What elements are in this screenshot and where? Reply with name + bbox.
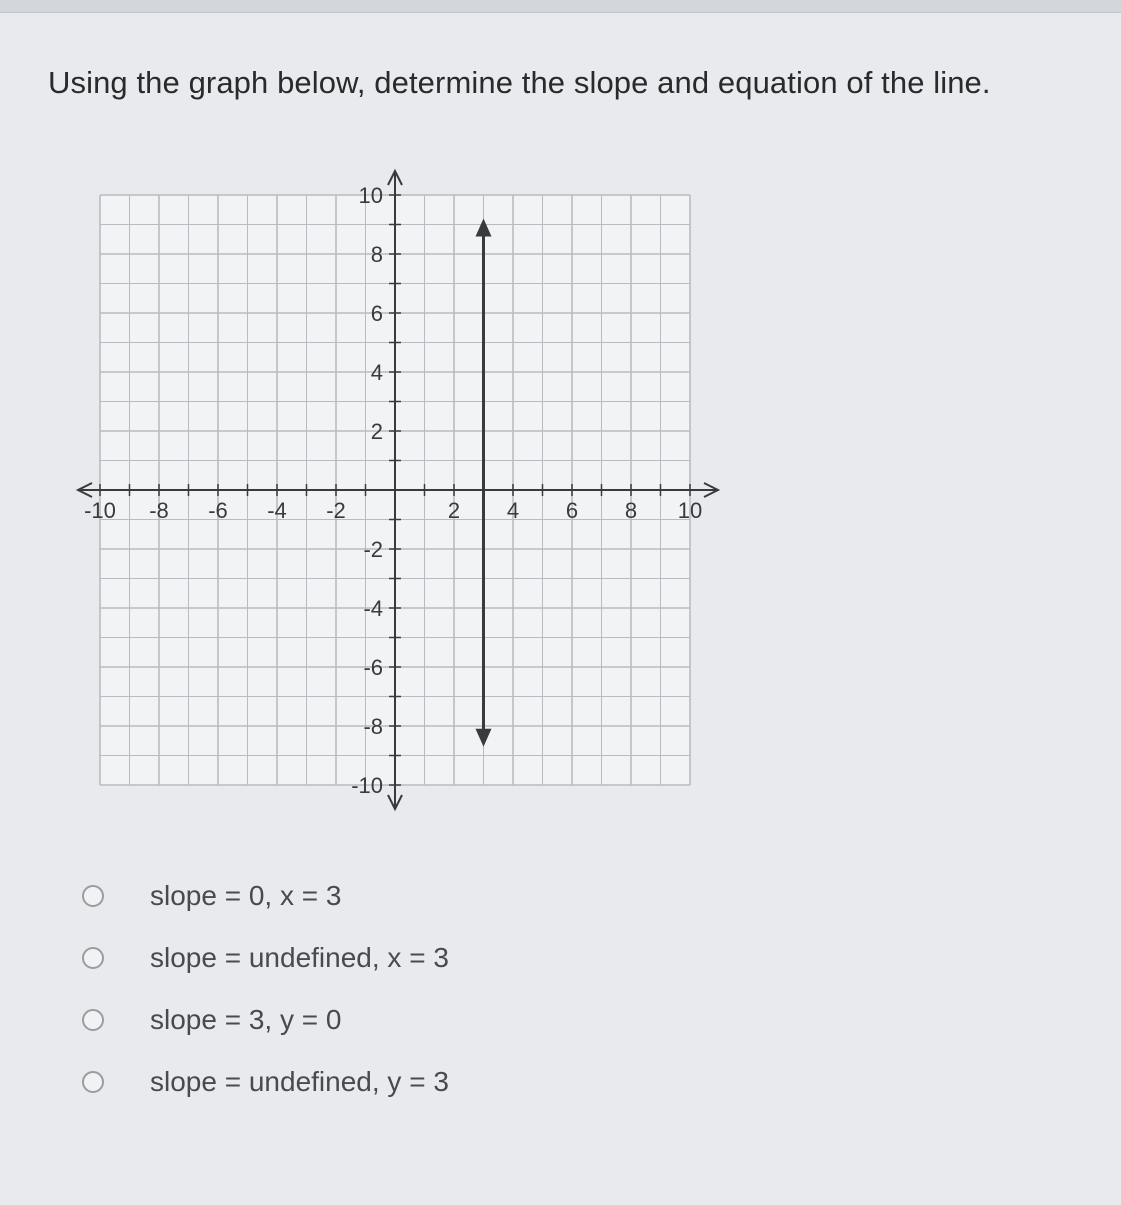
y-tick-label: -10 bbox=[351, 773, 383, 798]
choice-4[interactable] bbox=[82, 1051, 782, 1113]
graph-svg bbox=[60, 153, 740, 833]
choice-3[interactable] bbox=[82, 989, 782, 1051]
x-tick-label: -8 bbox=[149, 498, 169, 523]
radio-button[interactable] bbox=[82, 947, 104, 969]
top-strip bbox=[0, 0, 1121, 13]
radio-button[interactable] bbox=[82, 1009, 104, 1031]
choice-1[interactable] bbox=[82, 865, 782, 927]
y-tick-label: -6 bbox=[363, 655, 383, 680]
x-tick-label: -10 bbox=[84, 498, 116, 523]
y-tick-label: 2 bbox=[370, 419, 383, 444]
x-tick-label: 6 bbox=[565, 498, 579, 523]
x-tick-label: 2 bbox=[447, 498, 461, 523]
radio-button[interactable] bbox=[82, 885, 104, 907]
y-tick-label: -4 bbox=[363, 596, 383, 621]
x-tick-label: 10 bbox=[677, 498, 703, 523]
coordinate-graph bbox=[60, 153, 740, 833]
choice-label: slope = undefined, y = 3 bbox=[150, 1066, 449, 1097]
choice-2[interactable] bbox=[82, 927, 782, 989]
x-tick-label: -2 bbox=[326, 498, 346, 523]
y-tick-label: 10 bbox=[358, 183, 383, 208]
choice-label: slope = 3, y = 0 bbox=[150, 1004, 342, 1035]
x-tick-label: -4 bbox=[267, 498, 287, 523]
y-tick-label: 6 bbox=[370, 301, 383, 326]
choice-label: slope = 0, x = 3 bbox=[150, 880, 342, 911]
radio-button[interactable] bbox=[82, 1071, 104, 1093]
question-card bbox=[0, 13, 1121, 1205]
y-tick-label: -2 bbox=[363, 537, 383, 562]
y-tick-label: -8 bbox=[363, 714, 383, 739]
y-tick-label: 8 bbox=[370, 242, 383, 267]
choice-label: slope = undefined, x = 3 bbox=[150, 942, 449, 973]
x-tick-label: -6 bbox=[208, 498, 228, 523]
x-tick-label: 8 bbox=[624, 498, 638, 523]
x-tick-label: 4 bbox=[506, 498, 520, 523]
question-text: Using the graph below, determine the slope and equation of the line. bbox=[48, 65, 991, 100]
answer-choices bbox=[82, 865, 782, 1113]
y-tick-label: 4 bbox=[370, 360, 383, 385]
